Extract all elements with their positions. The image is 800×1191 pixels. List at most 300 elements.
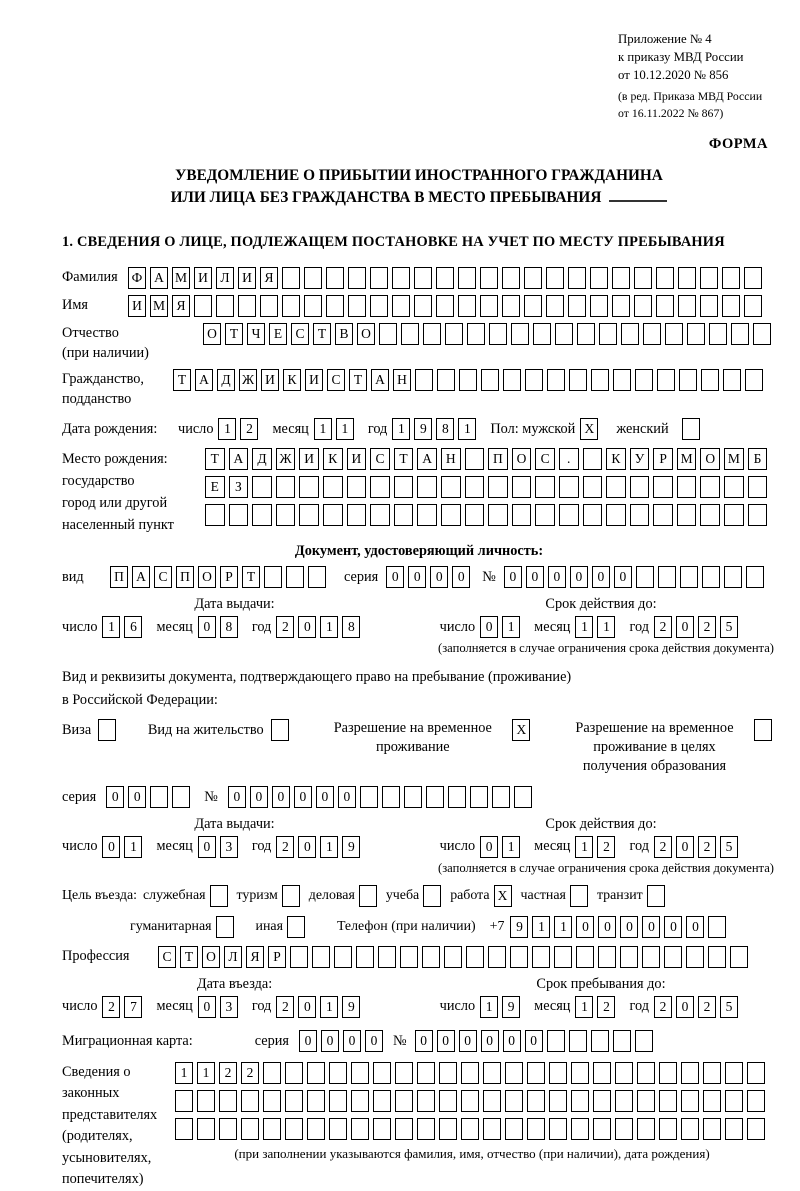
char-box[interactable] [415, 369, 433, 391]
char-box[interactable]: М [150, 295, 168, 317]
char-box[interactable] [175, 1118, 193, 1140]
char-box[interactable]: 0 [664, 916, 682, 938]
char-box[interactable]: 2 [102, 996, 120, 1018]
char-box[interactable] [527, 1062, 545, 1084]
char-box[interactable] [510, 946, 528, 968]
char-box[interactable] [677, 504, 697, 526]
char-box[interactable]: 2 [698, 616, 716, 638]
char-box[interactable] [621, 323, 639, 345]
char-box[interactable]: 1 [102, 616, 120, 638]
char-box[interactable]: 0 [620, 916, 638, 938]
char-box[interactable]: Б [748, 448, 768, 470]
char-box[interactable]: 1 [575, 616, 593, 638]
char-box[interactable]: И [305, 369, 323, 391]
char-box[interactable]: 0 [570, 566, 588, 588]
char-box[interactable]: П [110, 566, 128, 588]
char-box[interactable]: 1 [575, 996, 593, 1018]
char-box[interactable] [299, 504, 319, 526]
char-box[interactable] [422, 946, 440, 968]
char-box[interactable] [613, 1030, 631, 1052]
char-box[interactable] [703, 1118, 721, 1140]
char-box[interactable]: 1 [502, 836, 520, 858]
char-box[interactable] [480, 267, 498, 289]
char-box[interactable] [290, 946, 308, 968]
char-box[interactable] [373, 1062, 391, 1084]
char-box[interactable] [400, 946, 418, 968]
char-box[interactable] [329, 1090, 347, 1112]
char-box[interactable] [197, 1090, 215, 1112]
char-box[interactable] [512, 476, 532, 498]
char-box[interactable] [282, 267, 300, 289]
char-box[interactable]: Л [224, 946, 242, 968]
char-box[interactable] [547, 1030, 565, 1052]
char-box[interactable]: 0 [676, 836, 694, 858]
char-box[interactable]: 1 [480, 996, 498, 1018]
char-box[interactable]: 0 [386, 566, 404, 588]
char-box[interactable] [620, 946, 638, 968]
char-box[interactable] [351, 1118, 369, 1140]
char-box[interactable]: С [327, 369, 345, 391]
char-box[interactable] [323, 476, 343, 498]
char-box[interactable]: 8 [220, 616, 238, 638]
char-box[interactable]: 0 [415, 1030, 433, 1052]
char-box[interactable]: 9 [502, 996, 520, 1018]
char-box[interactable]: . [559, 448, 579, 470]
char-box[interactable]: 3 [220, 996, 238, 1018]
char-box[interactable] [606, 476, 626, 498]
char-box[interactable] [546, 267, 564, 289]
char-box[interactable] [637, 1118, 655, 1140]
char-box[interactable]: 2 [276, 836, 294, 858]
char-box[interactable] [524, 295, 542, 317]
char-box[interactable] [724, 566, 742, 588]
char-box[interactable] [664, 946, 682, 968]
char-box[interactable] [470, 786, 488, 808]
char-box[interactable] [630, 476, 650, 498]
char-box[interactable] [753, 323, 771, 345]
char-box[interactable] [615, 1062, 633, 1084]
char-box[interactable]: Т [173, 369, 191, 391]
char-box[interactable] [465, 448, 485, 470]
char-box[interactable] [98, 719, 116, 741]
char-box[interactable]: Т [225, 323, 243, 345]
char-box[interactable] [700, 267, 718, 289]
char-box[interactable] [401, 323, 419, 345]
char-box[interactable]: 0 [642, 916, 660, 938]
char-box[interactable] [634, 295, 652, 317]
char-box[interactable]: Я [172, 295, 190, 317]
char-box[interactable] [194, 295, 212, 317]
char-box[interactable] [395, 1062, 413, 1084]
char-box[interactable]: 1 [554, 916, 572, 938]
char-box[interactable]: К [283, 369, 301, 391]
char-box[interactable]: 0 [299, 1030, 317, 1052]
char-box[interactable]: 0 [298, 836, 316, 858]
char-box[interactable] [329, 1118, 347, 1140]
char-box[interactable] [439, 1090, 457, 1112]
char-box[interactable]: Д [252, 448, 272, 470]
char-box[interactable]: И [128, 295, 146, 317]
char-box[interactable] [356, 946, 374, 968]
char-box[interactable]: 2 [698, 996, 716, 1018]
char-box[interactable] [252, 476, 272, 498]
char-box[interactable] [559, 504, 579, 526]
char-box[interactable] [172, 786, 190, 808]
char-box[interactable]: 0 [298, 616, 316, 638]
char-box[interactable]: 1 [502, 616, 520, 638]
char-box[interactable] [731, 323, 749, 345]
char-box[interactable]: 0 [592, 566, 610, 588]
char-box[interactable] [613, 369, 631, 391]
char-box[interactable] [480, 295, 498, 317]
char-box[interactable]: 0 [437, 1030, 455, 1052]
char-box[interactable]: А [150, 267, 168, 289]
char-box[interactable] [461, 1090, 479, 1112]
char-box[interactable] [502, 295, 520, 317]
char-box[interactable] [682, 418, 700, 440]
char-box[interactable] [347, 504, 367, 526]
char-box[interactable]: 1 [320, 836, 338, 858]
char-box[interactable] [593, 1090, 611, 1112]
char-box[interactable]: 9 [510, 916, 528, 938]
char-box[interactable]: 0 [480, 616, 498, 638]
char-box[interactable]: М [172, 267, 190, 289]
char-box[interactable]: Л [216, 267, 234, 289]
char-box[interactable]: 8 [342, 616, 360, 638]
char-box[interactable] [373, 1118, 391, 1140]
char-box[interactable] [378, 946, 396, 968]
char-box[interactable]: 0 [272, 786, 290, 808]
char-box[interactable]: 2 [219, 1062, 237, 1084]
char-box[interactable]: И [347, 448, 367, 470]
char-box[interactable] [467, 323, 485, 345]
char-box[interactable]: Р [268, 946, 286, 968]
char-box[interactable] [441, 476, 461, 498]
char-box[interactable] [709, 323, 727, 345]
char-box[interactable]: Т [313, 323, 331, 345]
char-box[interactable]: 9 [342, 996, 360, 1018]
char-box[interactable] [216, 916, 234, 938]
char-box[interactable]: 0 [526, 566, 544, 588]
char-box[interactable]: 2 [654, 616, 672, 638]
char-box[interactable] [466, 946, 484, 968]
char-box[interactable] [512, 504, 532, 526]
char-box[interactable] [659, 1062, 677, 1084]
char-box[interactable] [219, 1090, 237, 1112]
char-box[interactable] [637, 1090, 655, 1112]
char-box[interactable]: Е [205, 476, 225, 498]
char-box[interactable]: С [370, 448, 390, 470]
char-box[interactable] [285, 1118, 303, 1140]
char-box[interactable] [285, 1062, 303, 1084]
char-box[interactable] [360, 786, 378, 808]
char-box[interactable]: С [535, 448, 555, 470]
char-box[interactable] [665, 323, 683, 345]
char-box[interactable] [630, 504, 650, 526]
char-box[interactable] [263, 1090, 281, 1112]
char-box[interactable] [483, 1118, 501, 1140]
char-box[interactable] [286, 566, 304, 588]
char-box[interactable] [555, 323, 573, 345]
char-box[interactable] [503, 369, 521, 391]
char-box[interactable] [700, 504, 720, 526]
char-box[interactable] [703, 1062, 721, 1084]
char-box[interactable]: А [132, 566, 150, 588]
char-box[interactable] [647, 885, 665, 907]
char-box[interactable]: П [488, 448, 508, 470]
char-box[interactable] [635, 369, 653, 391]
char-box[interactable]: Т [242, 566, 260, 588]
char-box[interactable] [417, 1118, 435, 1140]
char-box[interactable]: Т [394, 448, 414, 470]
char-box[interactable] [725, 1118, 743, 1140]
char-box[interactable] [437, 369, 455, 391]
char-box[interactable] [414, 295, 432, 317]
char-box[interactable]: 1 [320, 996, 338, 1018]
char-box[interactable] [392, 267, 410, 289]
char-box[interactable] [532, 946, 550, 968]
char-box[interactable] [653, 504, 673, 526]
char-box[interactable] [465, 476, 485, 498]
char-box[interactable] [724, 476, 744, 498]
char-box[interactable]: Т [180, 946, 198, 968]
char-box[interactable]: 0 [250, 786, 268, 808]
char-box[interactable]: 0 [548, 566, 566, 588]
char-box[interactable] [441, 504, 461, 526]
char-box[interactable]: 0 [198, 996, 216, 1018]
char-box[interactable]: 0 [365, 1030, 383, 1052]
char-box[interactable] [703, 1090, 721, 1112]
char-box[interactable] [680, 566, 698, 588]
char-box[interactable] [681, 1090, 699, 1112]
char-box[interactable]: 0 [294, 786, 312, 808]
char-box[interactable] [210, 885, 228, 907]
char-box[interactable]: 0 [430, 566, 448, 588]
char-box[interactable] [489, 323, 507, 345]
char-box[interactable] [599, 323, 617, 345]
char-box[interactable] [216, 295, 234, 317]
char-box[interactable]: В [335, 323, 353, 345]
char-box[interactable]: X [494, 885, 512, 907]
char-box[interactable]: 6 [124, 616, 142, 638]
char-box[interactable] [701, 369, 719, 391]
char-box[interactable] [681, 1118, 699, 1140]
char-box[interactable] [436, 295, 454, 317]
char-box[interactable] [571, 1062, 589, 1084]
char-box[interactable] [606, 504, 626, 526]
char-box[interactable]: А [417, 448, 437, 470]
char-box[interactable]: Д [217, 369, 235, 391]
char-box[interactable]: Я [246, 946, 264, 968]
char-box[interactable]: У [630, 448, 650, 470]
char-box[interactable] [505, 1062, 523, 1084]
char-box[interactable] [287, 916, 305, 938]
char-box[interactable]: 3 [220, 836, 238, 858]
char-box[interactable] [554, 946, 572, 968]
char-box[interactable] [448, 786, 466, 808]
char-box[interactable] [525, 369, 543, 391]
char-box[interactable] [744, 267, 762, 289]
char-box[interactable] [488, 946, 506, 968]
char-box[interactable] [263, 1062, 281, 1084]
char-box[interactable] [382, 786, 400, 808]
char-box[interactable] [747, 1090, 765, 1112]
char-box[interactable] [312, 946, 330, 968]
char-box[interactable] [373, 1090, 391, 1112]
char-box[interactable]: 1 [124, 836, 142, 858]
char-box[interactable]: И [261, 369, 279, 391]
char-box[interactable] [747, 1118, 765, 1140]
char-box[interactable]: Р [220, 566, 238, 588]
char-box[interactable]: И [299, 448, 319, 470]
char-box[interactable]: 0 [128, 786, 146, 808]
char-box[interactable]: О [357, 323, 375, 345]
char-box[interactable]: 2 [241, 1062, 259, 1084]
char-box[interactable] [502, 267, 520, 289]
char-box[interactable] [439, 1118, 457, 1140]
char-box[interactable]: 5 [720, 616, 738, 638]
char-box[interactable] [527, 1118, 545, 1140]
char-box[interactable] [329, 1062, 347, 1084]
char-box[interactable] [394, 476, 414, 498]
char-box[interactable] [229, 504, 249, 526]
char-box[interactable]: X [512, 719, 530, 741]
char-box[interactable] [612, 267, 630, 289]
char-box[interactable]: 0 [459, 1030, 477, 1052]
char-box[interactable] [276, 504, 296, 526]
char-box[interactable] [414, 267, 432, 289]
char-box[interactable] [571, 1118, 589, 1140]
char-box[interactable]: С [154, 566, 172, 588]
char-box[interactable] [347, 476, 367, 498]
char-box[interactable] [747, 1062, 765, 1084]
char-box[interactable]: 2 [240, 418, 258, 440]
char-box[interactable] [708, 946, 726, 968]
char-box[interactable] [175, 1090, 193, 1112]
char-box[interactable] [642, 946, 660, 968]
char-box[interactable]: Н [441, 448, 461, 470]
char-box[interactable]: 1 [336, 418, 354, 440]
char-box[interactable] [304, 267, 322, 289]
char-box[interactable] [488, 476, 508, 498]
char-box[interactable] [583, 476, 603, 498]
char-box[interactable] [568, 267, 586, 289]
char-box[interactable]: Р [653, 448, 673, 470]
char-box[interactable] [533, 323, 551, 345]
char-box[interactable] [681, 1062, 699, 1084]
char-box[interactable]: Ч [247, 323, 265, 345]
char-box[interactable]: П [176, 566, 194, 588]
char-box[interactable]: 0 [676, 616, 694, 638]
char-box[interactable]: 2 [276, 996, 294, 1018]
char-box[interactable] [307, 1118, 325, 1140]
char-box[interactable] [637, 1062, 655, 1084]
char-box[interactable] [643, 323, 661, 345]
char-box[interactable] [677, 476, 697, 498]
char-box[interactable]: 1 [175, 1062, 193, 1084]
char-box[interactable]: 2 [654, 996, 672, 1018]
char-box[interactable]: 0 [598, 916, 616, 938]
char-box[interactable] [514, 786, 532, 808]
char-box[interactable] [568, 295, 586, 317]
char-box[interactable]: 1 [197, 1062, 215, 1084]
char-box[interactable] [395, 1090, 413, 1112]
char-box[interactable] [593, 1062, 611, 1084]
char-box[interactable]: 1 [392, 418, 410, 440]
char-box[interactable] [241, 1090, 259, 1112]
char-box[interactable]: А [371, 369, 389, 391]
char-box[interactable] [483, 1090, 501, 1112]
char-box[interactable] [615, 1090, 633, 1112]
char-box[interactable] [571, 1090, 589, 1112]
char-box[interactable] [481, 369, 499, 391]
char-box[interactable] [417, 1062, 435, 1084]
char-box[interactable] [252, 504, 272, 526]
char-box[interactable]: Е [269, 323, 287, 345]
char-box[interactable] [659, 1090, 677, 1112]
char-box[interactable]: 0 [228, 786, 246, 808]
char-box[interactable] [417, 476, 437, 498]
char-box[interactable] [593, 1118, 611, 1140]
char-box[interactable] [612, 295, 630, 317]
char-box[interactable] [535, 476, 555, 498]
char-box[interactable]: 0 [321, 1030, 339, 1052]
char-box[interactable] [635, 1030, 653, 1052]
char-box[interactable]: О [203, 323, 221, 345]
char-box[interactable]: 0 [106, 786, 124, 808]
char-box[interactable]: К [323, 448, 343, 470]
char-box[interactable] [686, 946, 704, 968]
char-box[interactable]: 1 [320, 616, 338, 638]
char-box[interactable]: 0 [481, 1030, 499, 1052]
char-box[interactable] [708, 916, 726, 938]
char-box[interactable]: 0 [338, 786, 356, 808]
char-box[interactable] [547, 369, 565, 391]
char-box[interactable] [583, 448, 603, 470]
char-box[interactable] [724, 504, 744, 526]
char-box[interactable] [370, 295, 388, 317]
char-box[interactable] [744, 295, 762, 317]
char-box[interactable] [679, 369, 697, 391]
char-box[interactable] [392, 295, 410, 317]
char-box[interactable] [702, 566, 720, 588]
char-box[interactable] [590, 267, 608, 289]
char-box[interactable]: 0 [408, 566, 426, 588]
char-box[interactable]: 2 [276, 616, 294, 638]
char-box[interactable] [576, 946, 594, 968]
char-box[interactable] [285, 1090, 303, 1112]
char-box[interactable] [700, 295, 718, 317]
char-box[interactable] [423, 323, 441, 345]
char-box[interactable] [394, 504, 414, 526]
char-box[interactable] [653, 476, 673, 498]
char-box[interactable]: А [195, 369, 213, 391]
char-box[interactable] [351, 1062, 369, 1084]
char-box[interactable]: 2 [698, 836, 716, 858]
char-box[interactable] [307, 1090, 325, 1112]
char-box[interactable] [492, 786, 510, 808]
char-box[interactable] [570, 885, 588, 907]
char-box[interactable]: 2 [654, 836, 672, 858]
char-box[interactable] [150, 786, 168, 808]
char-box[interactable] [426, 786, 444, 808]
char-box[interactable]: О [198, 566, 216, 588]
char-box[interactable] [549, 1118, 567, 1140]
char-box[interactable]: Ф [128, 267, 146, 289]
char-box[interactable]: 0 [576, 916, 594, 938]
char-box[interactable] [304, 295, 322, 317]
char-box[interactable]: С [291, 323, 309, 345]
